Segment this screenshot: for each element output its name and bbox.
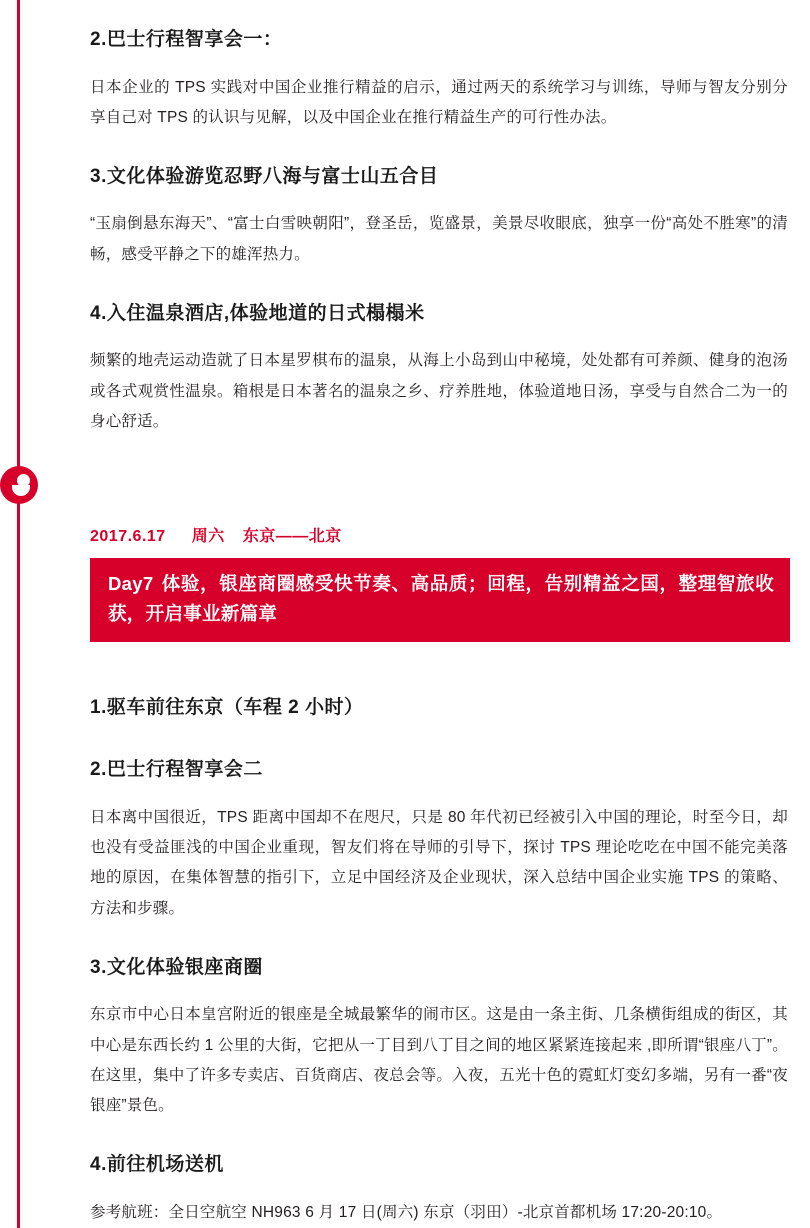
- banner-bottom-spacer: [90, 642, 788, 694]
- day-label: Day7: [108, 573, 154, 595]
- top-spacer: [90, 0, 788, 26]
- section-heading-4-bottom: 4.前往机场送机: [90, 1154, 224, 1176]
- section-heading-3-bottom: 3.文化体验银座商圈: [90, 956, 263, 978]
- section-heading-2-top: 2.巴士行程智享会一：: [90, 29, 283, 50]
- section-body-4-top: 频繁的地壳运动造就了日本星罗棋布的温泉，从海上小岛到山中秘境，处处都有可养颜、健身的泡汤或各式观赏性温泉。箱根是日本著名的温泉之乡、疗养胜地，体验道地日汤，享受与自然合二为一的身心舒适。: [90, 352, 788, 430]
- day-route: 东京——北京: [242, 528, 342, 546]
- heading-gap: [90, 738, 788, 756]
- section-body-3-top: “玉扇倒悬东海天”、“富士白雪映朝阳”，登圣岳，览盛景，美景尽收眼底，独享一份“高处不胜寒”的清畅，感受平静之下的雄浑热力。: [90, 215, 788, 263]
- section-heading-2-bottom: 2.巴士行程智享会二: [90, 759, 263, 781]
- section-body-2-bottom: 日本离中国很近，TPS 距离中国却不在咫尺，只是 80 年代初已经被引入中国的理论，时至今日，却也没有受益匪浅的中国企业重现，智友们将在导师的引导下，探讨 TPS 理论吃吃在中国不能完美落地的原因，在集体智慧的指引下，立足中国经济及企业现状，深入总结中国企业实施 TPS 的策略、方法和步骤。: [90, 808, 788, 917]
- day-section-spacer: [90, 467, 788, 523]
- day-date-line: [90, 523, 788, 546]
- section-heading-4-top: 4.入住温泉酒店,体验地道的日式榻榻米: [90, 302, 425, 324]
- section-heading-1-bottom: 1.驱车前往东京（车程 2 小时）: [90, 696, 364, 718]
- section-body-2-top: 日本企业的 TPS 实践对中国企业推行精益的启示，通过两天的系统学习与训练，导师与智友分别分享自己对 TPS 的认识与见解，以及中国企业在推行精益生产的可行性办法。: [90, 78, 788, 126]
- day-banner-text: 体验，银座商圈感受快节奏、高品质；回程，告别精益之国，整理智旅收获，开启事业新篇章: [108, 573, 774, 624]
- day-weekday: 周六: [191, 528, 225, 546]
- section-body-4-bottom: 参考航班：全日空航空 NH963 6 月 17 日(周六) 东京（羽田）-北京首都机场 17:20-20:10。: [90, 1203, 723, 1221]
- section-body-3-bottom: 东京市中心日本皇宫附近的银座是全城最繁华的闹市区。这是由一条主街、几条横街组成的街区，其中心是东西长约 1 公里的大街，它把从一丁目到八丁目之间的地区紧紧连接起来 ,即所谓“银座八丁”。在这里，集中了许多专卖店、百货商店、夜总会等。入夜，五光十色的霓虹灯变幻多端，另有一番“夜银座”景色。: [90, 1006, 788, 1114]
- day-date: 2017.6.17: [90, 528, 166, 546]
- day-banner: [90, 558, 790, 642]
- section-heading-3-top: 3.文化体验游览忍野八海与富士山五合目: [90, 165, 439, 187]
